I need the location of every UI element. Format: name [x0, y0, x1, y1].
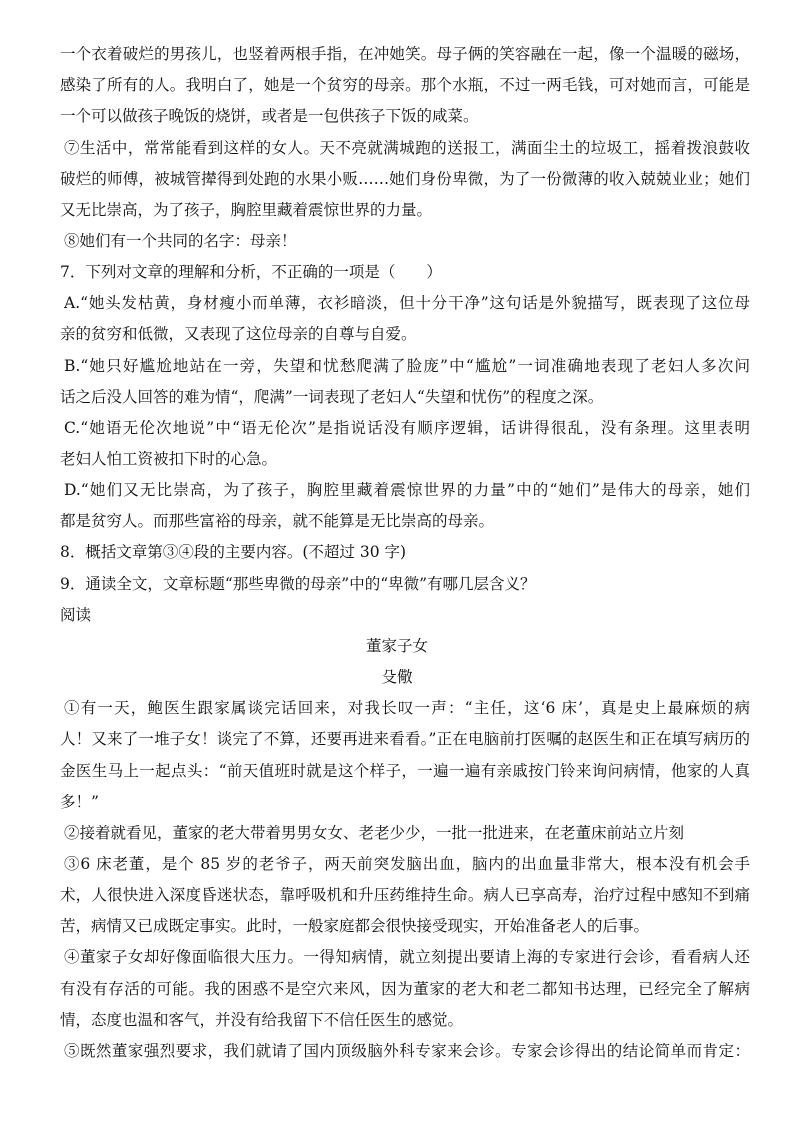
question-9: 9．通读全文，文章标题“那些卑微的母亲”中的“卑微”有哪几层含义？: [60, 575, 536, 593]
text-line: 一个可以做孩子晚饭的烧饼，或者是一包供孩子下饭的咸菜。: [60, 107, 479, 125]
text-line: 破烂的师傅，被城管撵得到处跑的水果小贩……她们身份卑微，为了一份微薄的收入兢兢业业；她们: [60, 170, 750, 188]
paragraph-5-line: ⑤既然董家强烈要求，我们就请了国内顶级脑外科专家来会诊。专家会诊得出的结论简单而肯定：: [64, 1042, 750, 1060]
text-line: 金医生马上一起点头：“前天值班时就是这个样子，一遍一遍有亲戚按门铃来询问病情，他家的人真: [60, 762, 750, 780]
text-line: 感染了所有的人。我明白了，她是一个贫穷的母亲。那个水瓶，不过一两毛钱，可对她而言，可能是: [60, 76, 750, 94]
option-b: B.“她只好尴尬地站在一旁，失望和忧愁爬满了脸庞”中“尴尬”一词准确地表现了老妇人多次问: [64, 357, 750, 375]
text-line: 情，态度也温和客气，并没有给我留下不信任医生的感觉。: [60, 1011, 464, 1029]
option-c-cont: 老妇人怕工资被扣下时的心急。: [60, 450, 278, 468]
text-line: 多！”: [60, 793, 99, 811]
text-line: 术，人很快进入深度昏迷状态，靠呼吸机和升压药维持生命。病人已享高寿，治疗过程中感知不到痛: [60, 886, 750, 904]
paragraph-1-line: ①有一天，鲍医生跟家属谈完话回来，对我长叹一声：“主任，这‘6 床’，真是史上最麻烦的病: [64, 699, 750, 717]
reading-label: 阅读: [60, 606, 92, 624]
option-a: A.“她头发枯黄，身材瘦小而单薄，衣衫暗淡，但十分干净”这句话是外貌描写，既表现了这位母: [64, 294, 750, 312]
question-8: 8．概括文章第③④段的主要内容。(不超过 30 字): [60, 543, 407, 561]
paragraph-7-line: ⑦生活中，常常能看到这样的女人。天不亮就满城跑的送报工，满面尘土的垃圾工，摇着拨浪鼓收: [64, 139, 750, 157]
paragraph-8-line: ⑧她们有一个共同的名字：母亲！: [64, 232, 297, 250]
option-a-cont: 亲的贫穷和低微，又表现了这位母亲的自尊与自爱。: [60, 325, 417, 343]
text-line: 一个衣着破烂的男孩儿，也竖着两根手指，在冲她笑。母子俩的笑容融在一起，像一个温暖的磁场，: [60, 45, 750, 63]
text-line: 又无比崇高，为了孩子，胸腔里藏着震惊世界的力量。: [60, 201, 433, 219]
option-c: C.“她语无伦次地说”中“语无伦次”是指说话没有顺序逻辑，话讲得很乱，没有条理。这里表明: [64, 419, 750, 437]
text-line: 有没有存活的可能。我的困惑不是空穴来风，因为董家的老大和老二都知书达理，已经完全了解病: [60, 980, 750, 998]
paragraph-2-line: ②接着就看见，董家的老大带着男男女女、老老少少，一批一批进来，在老董床前站立片刻: [64, 824, 685, 842]
article-author: 殳儆: [381, 668, 413, 686]
text-line: 苦，病情又已成既定事实。此时，一般家庭都会很快接受现实，开始准备老人的后事。: [60, 917, 650, 935]
option-d: D.“她们又无比崇高，为了孩子，胸腔里藏着震惊世界的力量”中的“她们”是伟大的母亲，她们: [64, 481, 750, 499]
option-d-cont: 都是贫穷人。而那些富裕的母亲，就不能算是无比崇高的母亲。: [60, 512, 495, 530]
paragraph-3-line: ③6 床老董，是个 85 岁的老爷子，两天前突发脑出血，脑内的出血量非常大，根本没有机会手: [64, 855, 750, 873]
article-title: 董家子女: [365, 637, 428, 655]
paragraph-4-line: ④董家子女却好像面临很大压力。一得知病情，就立刻提出要请上海的专家进行会诊，看看病人还: [64, 948, 750, 966]
question-7: 7．下列对文章的理解和分析，不正确的一项是（ ）: [60, 263, 442, 281]
text-line: 人！又来了一堆子女！谈完了不算，还要再进来看看。”正在电脑前打医嘱的赵医生和正在填写病历的: [60, 730, 750, 748]
option-b-cont: 话之后没人回答的难为情“，爬满”一词表现了老妇人“失望和忧伤”的程度之深。: [60, 388, 604, 406]
